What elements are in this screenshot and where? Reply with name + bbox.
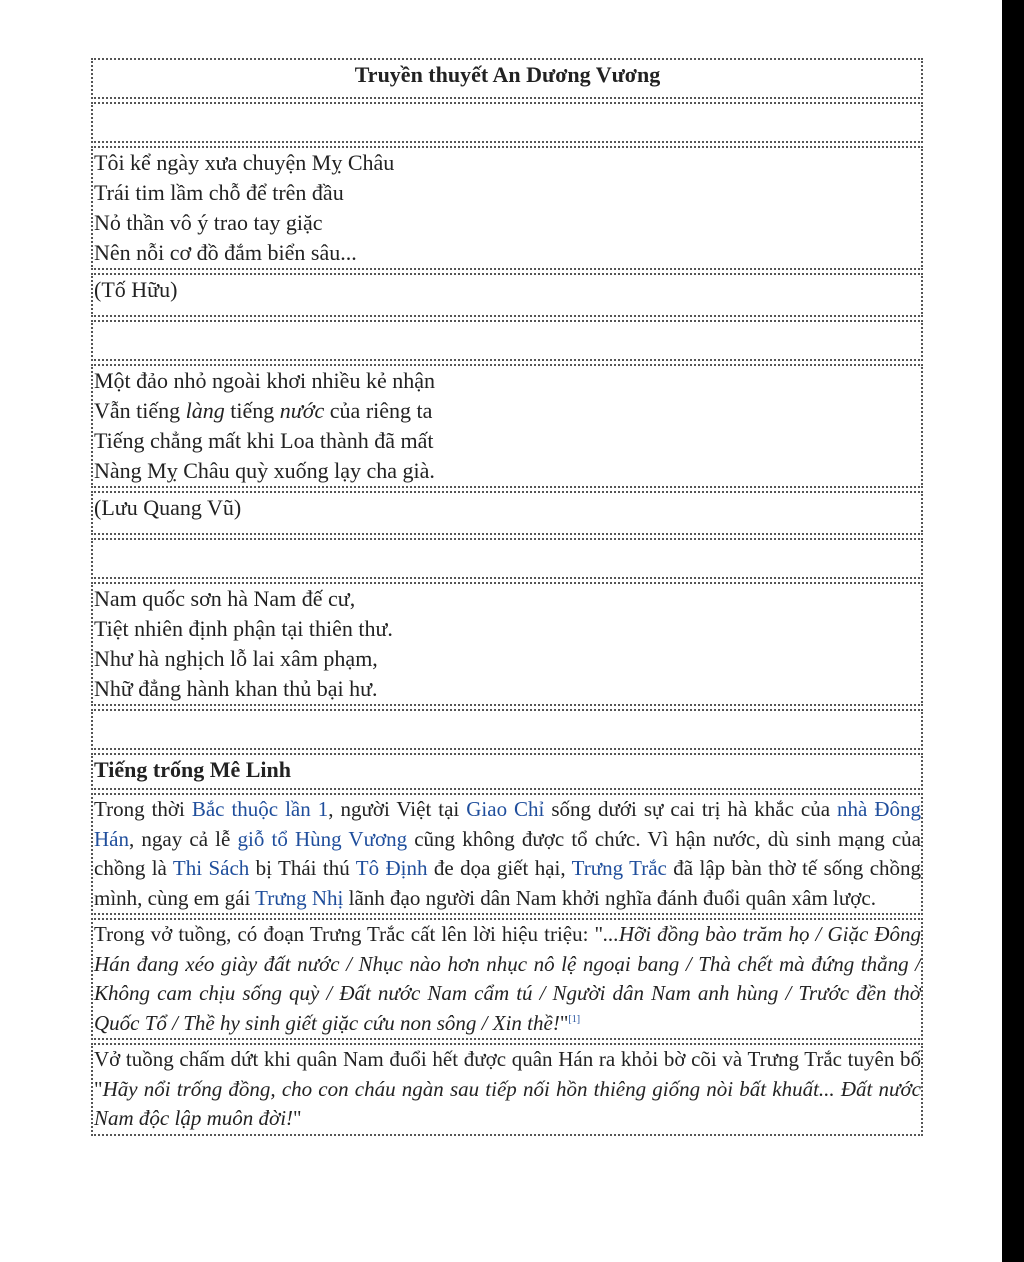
- poem-line: Vẫn tiếng làng tiếng nước của riêng ta: [94, 398, 433, 423]
- section-heading: Tiếng trống Mê Linh: [91, 753, 923, 790]
- poem-line: Nỏ thần vô ý trao tay giặc: [94, 210, 323, 235]
- poem-luu-quang-vu: [91, 364, 923, 488]
- link-nha-dong-han[interactable]: nhà Đông Hán: [94, 797, 921, 851]
- empty-paragraph: [91, 538, 923, 579]
- link-bac-thuoc[interactable]: Bắc thuộc lần 1: [191, 797, 329, 821]
- poem-line: Nam quốc sơn hà Nam đế cư,: [94, 586, 356, 611]
- poem-line: Tiệt nhiên định phận tại thiên thư.: [94, 616, 393, 641]
- poem-line: Tôi kể ngày xưa chuyện Mỵ Châu: [94, 150, 395, 175]
- poem-credit: (Lưu Quang Vũ): [91, 491, 923, 535]
- link-to-dinh[interactable]: Tô Định: [355, 856, 428, 880]
- reference-link[interactable]: [1]: [568, 1013, 581, 1025]
- poem-nam-quoc-son-ha: [91, 582, 923, 706]
- empty-paragraph: [91, 709, 923, 750]
- quote-hieu-trieu: ...Hỡi đồng bào trăm họ / Giặc Đông Hán đang xéo giày đất nước / Nhục nào hơn nhục nô lệ ngoại bang / Thà chết mà đứng thẳng / Không cam chịu sống quỳ / Đất nước Nam cẩm tú / Người dân Nam anh hùng / Trước đền thờ Quốc Tổ / Thề hy sinh giết giặc cứu non sông / Xin thề!: [94, 922, 922, 1035]
- empty-paragraph: [91, 102, 923, 143]
- poem-line: Như hà nghịch lỗ lai xâm phạm,: [94, 646, 378, 671]
- paragraph-ending: Vở tuồng chấm dứt khi quân Nam đuổi hết được quân Hán ra khỏi bờ cõi và Trưng Trắc tuyên bố "Hãy nổi trống đồng, cho con cháu ngàn sau tiếp nối hồn thiêng giống nòi bất khuất... Đất nước Nam độc lập muôn đời!": [91, 1043, 923, 1136]
- poem-line: Nàng Mỵ Châu quỳ xuống lạy cha già.: [94, 458, 435, 483]
- quote-ending: Hãy nổi trống đồng, cho con cháu ngàn sau tiếp nối hồn thiêng giống nòi bất khuất... Đất nước Nam độc lập muôn đời!: [94, 1076, 921, 1130]
- poem-line: Trái tim lầm chỗ để trên đầu: [94, 180, 344, 205]
- poem-line: Một đảo nhỏ ngoài khơi nhiều kẻ nhận: [94, 368, 435, 393]
- poem-credit: (Tố Hữu): [91, 273, 923, 317]
- poem-line: Nên nỗi cơ đồ đắm biển sâu...: [94, 240, 357, 265]
- document-body: [91, 58, 923, 1139]
- poem-line: Tiếng chẳng mất khi Loa thành đã mất: [94, 428, 434, 453]
- poem-line: Nhữ đẳng hành khan thủ bại hư.: [94, 676, 378, 701]
- page-title: Truyền thuyết An Dương Vương: [91, 58, 923, 99]
- empty-paragraph: [91, 320, 923, 361]
- link-trung-trac[interactable]: Trưng Trắc: [571, 856, 667, 880]
- paragraph-hieu-trieu: Trong vở tuồng, có đoạn Trưng Trắc cất lên lời hiệu triệu: "...Hỡi đồng bào trăm họ / Giặc Đông Hán đang xéo giày đất nước / Nhục nào hơn nhục nô lệ ngoại bang / Thà chết mà đứng thẳng / Không cam chịu sống quỳ / Đất nước Nam cẩm tú / Người dân Nam anh hùng / Trước đền thờ Quốc Tổ / Thề hy sinh giết giặc cứu non sông / Xin thề!"[1]: [91, 918, 923, 1040]
- link-thi-sach[interactable]: Thi Sách: [172, 856, 250, 880]
- link-trung-nhi[interactable]: Trưng Nhị: [255, 885, 344, 910]
- link-gio-to-hung-vuong[interactable]: giỗ tổ Hùng Vương: [237, 826, 408, 851]
- poem-to-huu: [91, 146, 923, 270]
- paragraph-history: Trong thời Bắc thuộc lần 1, người Việt tại Giao Chỉ sống dưới sự cai trị hà khắc của nhà Đông Hán, ngay cả lễ giỗ tổ Hùng Vương cũng không được tổ chức. Vì hận nước, dù sinh mạng của chồng là Thi Sách bị Thái thú Tô Định đe dọa giết hại, Trưng Trắc đã lập bàn thờ tế sống chồng mình, cùng em gái Trưng Nhị lãnh đạo người dân Nam khởi nghĩa đánh đuổi quân xâm lược.: [91, 793, 923, 915]
- link-giao-chi[interactable]: Giao Chỉ: [466, 797, 545, 821]
